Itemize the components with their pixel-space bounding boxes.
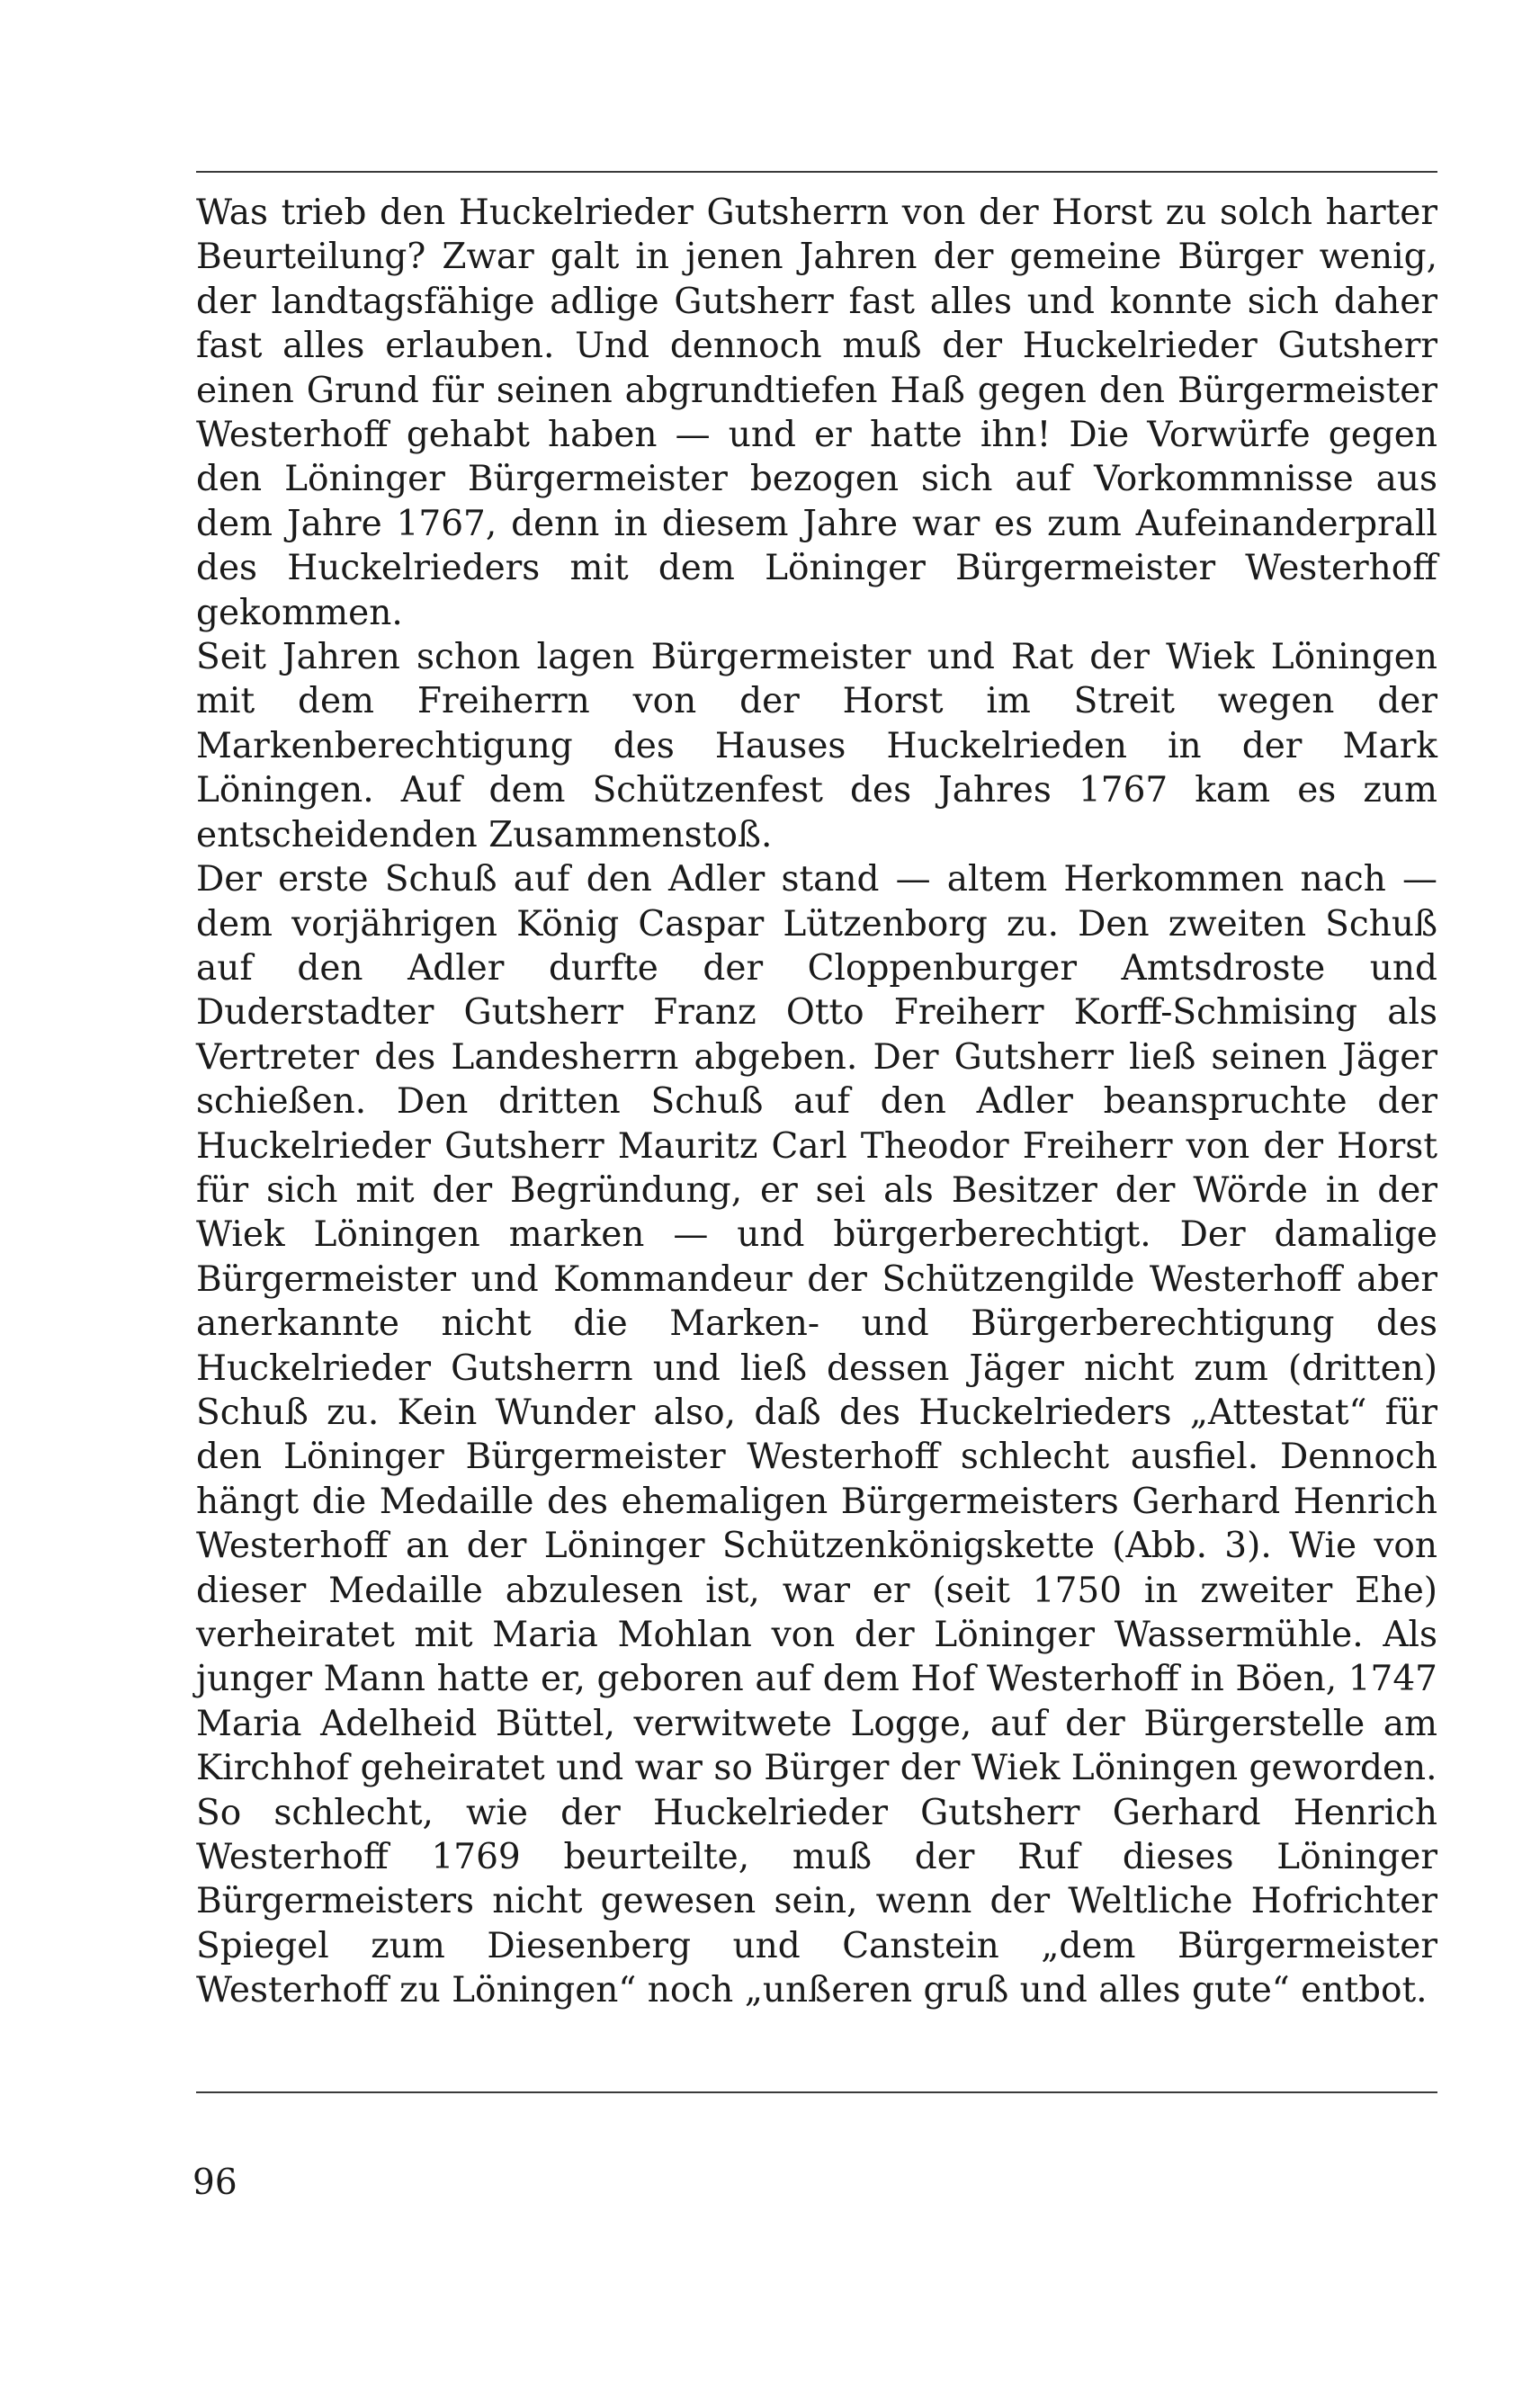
paragraph-4: So schlecht, wie der Huckelrieder Gutsherr Gerhard Henrich Westerhoff 1769 beurteilte, muß der Ruf dieses Löninger Bürgermeisters nicht gewesen sein, wenn der Weltliche Hofrichter Spiegel zum Diesenberg und Canstein „dem Bürgermeister Westerhoff zu Löningen“ noch „unßeren gruß und alles gute“ entbot. xyxy=(196,1792,1437,2011)
bottom-rule xyxy=(196,2091,1437,2093)
paragraph-3: Der erste Schuß auf den Adler stand — altem Herkommen nach — dem vorjährigen König Caspar Lützenborg zu. Den zweiten Schuß auf den Adler durfte der Cloppenburger Amtsdroste und Duderstadter Gutsherr Franz Otto Freiherr Korff-Schmising als Vertreter des Landesherrn abgeben. Der Gutsherr ließ seinen Jäger schießen. Den dritten Schuß auf den Adler beanspruchte der Huckelrieder Gutsherr Mauritz Carl Theodor Freiherr von der Horst für sich mit der Begründung, er sei als Besitzer der Wörde in der Wiek Löningen marken — und bürgerberechtigt. Der damalige Bürgermeister und Kommandeur der Schützengilde Westerhoff aber anerkannte nicht die Marken- und Bürgerberechtigung des Huckelrieder Gutsherrn und ließ dessen Jäger nicht zum (dritten) Schuß zu. Kein Wunder also, daß des Huckelrieders „Attestat“ für den Löninger Bürgermeister Westerhoff schlecht ausfiel. Dennoch hängt die Medaille des ehemaligen Bürgermeisters Gerhard Henrich Westerhoff an der Löninger Schützenkönigskette (Abb. 3). Wie von dieser Medaille abzulesen ist, war er (seit 1750 in zweiter Ehe) verheiratet mit Maria Mohlan von der Löninger Wassermühle. Als junger Mann hatte er, geboren auf dem Hof Westerhoff in Böen, 1747 Maria Adelheid Büttel, verwitwete Logge, auf der Bürgerstelle am Kirchhof geheiratet und war so Bürger der Wiek Löningen geworden. xyxy=(196,859,1437,1789)
body-text xyxy=(196,191,1437,2013)
paragraph-1: Was trieb den Huckelrieder Gutsherrn von der Horst zu solch harter Beurteilung? Zwar galt in jenen Jahren der gemeine Bürger wenig, der landtagsfähige adlige Gutsherr fast alles und konnte sich daher fast alles erlauben. Und dennoch muß der Huckelrieder Gutsherr einen Grund für seinen abgrundtiefen Haß gegen den Bürgermeister Westerhoff gehabt haben — und er hatte ihn! Die Vorwürfe gegen den Löninger Bürgermeister bezogen sich auf Vorkommnisse aus dem Jahre 1767, denn in diesem Jahre war es zum Aufeinanderprall des Huckelrieders mit dem Löninger Bürgermeister Westerhoff gekommen. xyxy=(196,193,1437,633)
page-number: 96 xyxy=(192,2163,237,2203)
paragraph-2: Seit Jahren schon lagen Bürgermeister und Rat der Wiek Löningen mit dem Freiherrn von der Horst im Streit wegen der Markenberechtigung des Hauses Huckelrieden in der Mark Löningen. Auf dem Schützenfest des Jahres 1767 kam es zum entscheidenden Zusammenstoß. xyxy=(196,637,1437,855)
top-rule xyxy=(196,171,1437,173)
